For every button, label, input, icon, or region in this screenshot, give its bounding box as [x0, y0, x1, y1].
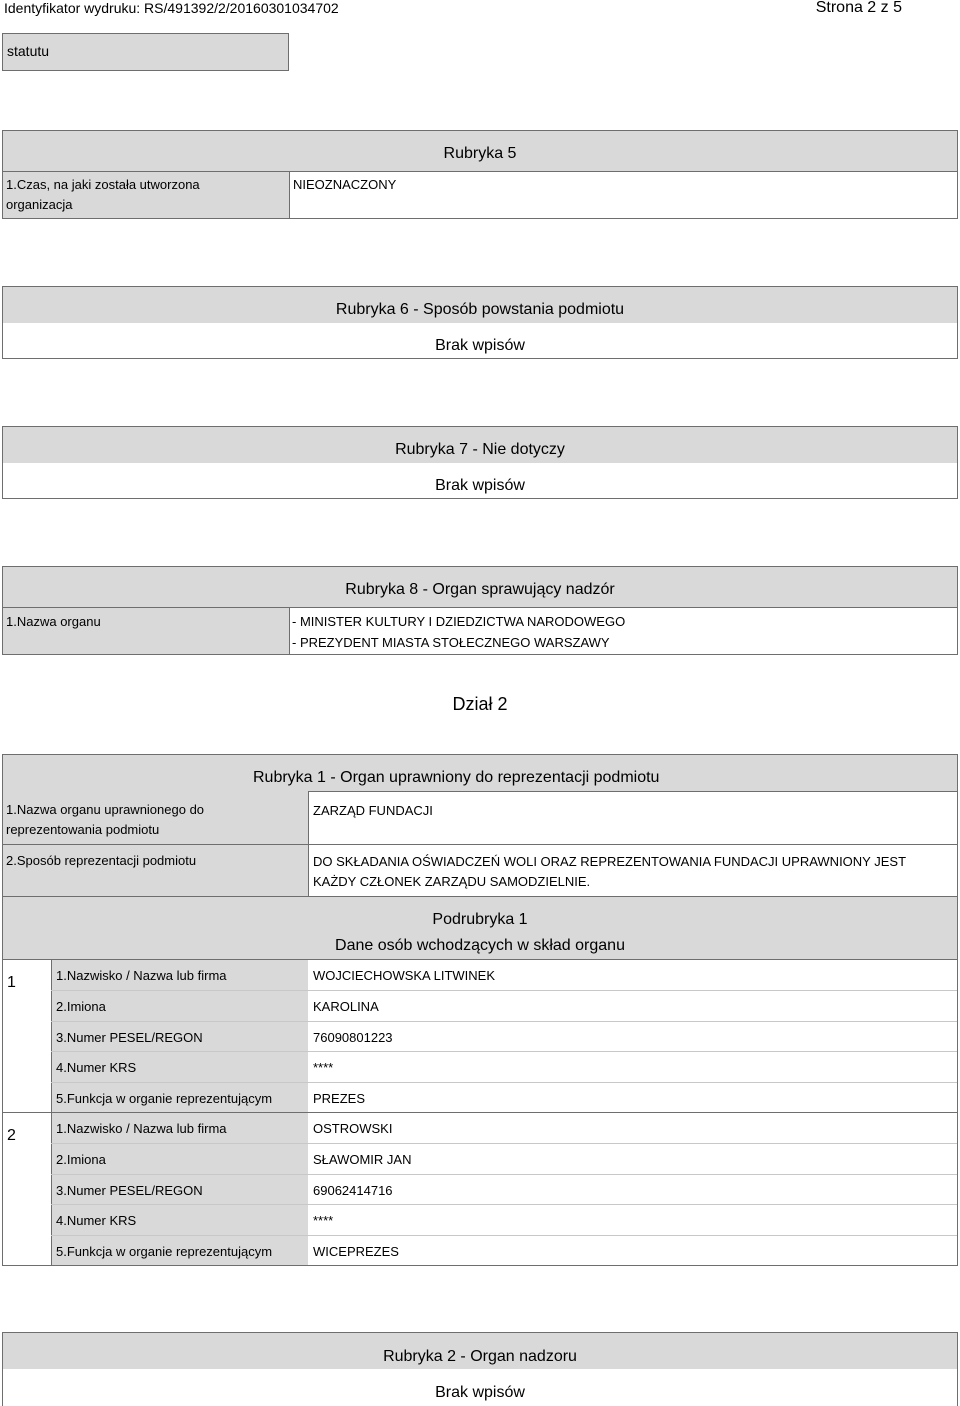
statutu-label: statutu	[7, 43, 50, 59]
person-2-label-2: 2.Imiona	[56, 1152, 106, 1167]
rubryka1-header	[3, 755, 957, 791]
person-2-label-4: 4.Numer KRS	[56, 1213, 137, 1228]
person-2-row-1	[51, 1113, 957, 1143]
person-1-value-4: ****	[313, 1060, 334, 1075]
rubryka6-section	[2, 286, 958, 359]
rubryka1-row2-label-cell	[3, 844, 308, 896]
person-2-value-2: SŁAWOMIR JAN	[313, 1152, 412, 1167]
podrubryka1-header	[3, 896, 957, 959]
person-2-value-3: 69062414716	[313, 1183, 393, 1198]
person-1	[3, 959, 957, 1112]
rubryka2-title: Rubryka 2 - Organ nadzoru	[383, 1348, 577, 1365]
person-2-row-2	[51, 1143, 957, 1174]
rubryka7-title: Rubryka 7 - Nie dotyczy	[395, 441, 565, 458]
rubryka5-section	[2, 130, 958, 219]
rubryka1-row1-label-cell	[3, 791, 308, 844]
person-1-value-1: WOJCIECHOWSKA LITWINEK	[313, 968, 496, 983]
person-2-index-cell	[3, 1113, 51, 1265]
rubryka2-section	[2, 1332, 958, 1406]
page-number: Strona 2 z 5	[815, 0, 902, 16]
rubryka1-row2-label: 2.Sposób reprezentacji podmiotu	[6, 853, 197, 868]
dzial2-title: Dział 2	[452, 694, 508, 714]
rubryka6-header	[3, 287, 957, 323]
rubryka8-value-cell	[289, 607, 957, 654]
rubryka2-value: Brak wpisów	[435, 1384, 525, 1401]
person-2-label-3: 3.Numer PESEL/REGON	[56, 1183, 203, 1198]
person-2-label-5: 5.Funkcja w organie reprezentującym	[56, 1244, 273, 1259]
person-2-value-4: ****	[313, 1213, 334, 1228]
rubryka7-value: Brak wpisów	[435, 477, 525, 494]
rubryka8-label: 1.Nazwa organu	[6, 614, 101, 629]
person-1-index: 1	[7, 974, 16, 991]
person-1-row-1	[51, 960, 957, 990]
person-1-label-3: 3.Numer PESEL/REGON	[56, 1030, 203, 1045]
person-1-index-cell	[3, 960, 51, 1112]
rubryka1-row2-value: DO SKŁADANIA OŚWIADCZEŃ WOLI ORAZ REPREZENTOWANIA FUNDACJI UPRAWNIONY JEST KAŻDY CZŁONEK ZARZĄDU SAMODZIELNIE.	[313, 854, 906, 889]
rubryka7-header	[3, 427, 957, 463]
rubryka1-row1-value-cell	[308, 791, 957, 844]
rubryka8-title: Rubryka 8 - Organ sprawujący nadzór	[345, 581, 615, 598]
rubryka1-section	[2, 754, 958, 1266]
person-2-index: 2	[7, 1127, 16, 1144]
person-2-value-5: WICEPREZES	[313, 1244, 399, 1259]
person-1-value-3: 76090801223	[313, 1030, 393, 1045]
rubryka6-value: Brak wpisów	[435, 337, 525, 354]
rubryka5-label: 1.Czas, na jaki została utworzona organizacja	[6, 177, 200, 212]
person-1-row-2	[51, 990, 957, 1021]
person-1-label-4: 4.Numer KRS	[56, 1060, 137, 1075]
person-2-row-4	[51, 1204, 957, 1235]
person-2-value-1: OSTROWSKI	[313, 1121, 393, 1136]
person-1-label-5: 5.Funkcja w organie reprezentującym	[56, 1091, 273, 1106]
person-1-label-1: 1.Nazwisko / Nazwa lub firma	[56, 968, 227, 983]
rubryka8-section	[2, 566, 958, 655]
rubryka1-title: Rubryka 1 - Organ uprawniony do reprezentacji podmiotu	[253, 769, 660, 786]
rubryka2-header	[3, 1333, 957, 1369]
podrubryka1-subtitle: Dane osób wchodzących w skład organu	[335, 937, 625, 954]
person-1-row-5	[51, 1082, 957, 1112]
person-1-value-2: KAROLINA	[313, 999, 379, 1014]
person-1-label-2: 2.Imiona	[56, 999, 106, 1014]
rubryka5-title: Rubryka 5	[443, 145, 517, 162]
person-2	[3, 1112, 957, 1265]
person-2-row-3	[51, 1174, 957, 1204]
person-1-value-5: PREZES	[313, 1091, 366, 1106]
print-identifier: Identyfikator wydruku: RS/491392/2/20160301034702	[4, 0, 339, 16]
rubryka8-label-cell	[3, 607, 289, 654]
rubryka5-value-cell	[289, 171, 957, 218]
person-1-row-4	[51, 1051, 957, 1082]
rubryka8-header	[3, 567, 957, 607]
rubryka7-section	[2, 426, 958, 499]
rubryka1-row2-value-cell	[308, 844, 957, 896]
statutu-box	[2, 33, 289, 71]
person-2-row-5	[51, 1235, 957, 1265]
rubryka1-row1-label: 1.Nazwa organu uprawnionego do reprezentowania podmiotu	[6, 802, 205, 837]
rubryka5-value: NIEOZNACZONY	[293, 177, 397, 192]
rubryka5-label-cell	[3, 171, 289, 218]
rubryka1-row1-value: ZARZĄD FUNDACJI	[313, 803, 433, 818]
podrubryka1-title: Podrubryka 1	[432, 911, 528, 928]
rubryka8-value-2: - PREZYDENT MIASTA STOŁECZNEGO WARSZAWY	[292, 635, 610, 650]
person-2-label-1: 1.Nazwisko / Nazwa lub firma	[56, 1121, 227, 1136]
person-1-row-3	[51, 1021, 957, 1051]
rubryka6-title: Rubryka 6 - Sposób powstania podmiotu	[335, 301, 625, 318]
rubryka5-header	[3, 131, 957, 171]
rubryka8-value-1: - MINISTER KULTURY I DZIEDZICTWA NARODOWEGO	[292, 614, 626, 629]
